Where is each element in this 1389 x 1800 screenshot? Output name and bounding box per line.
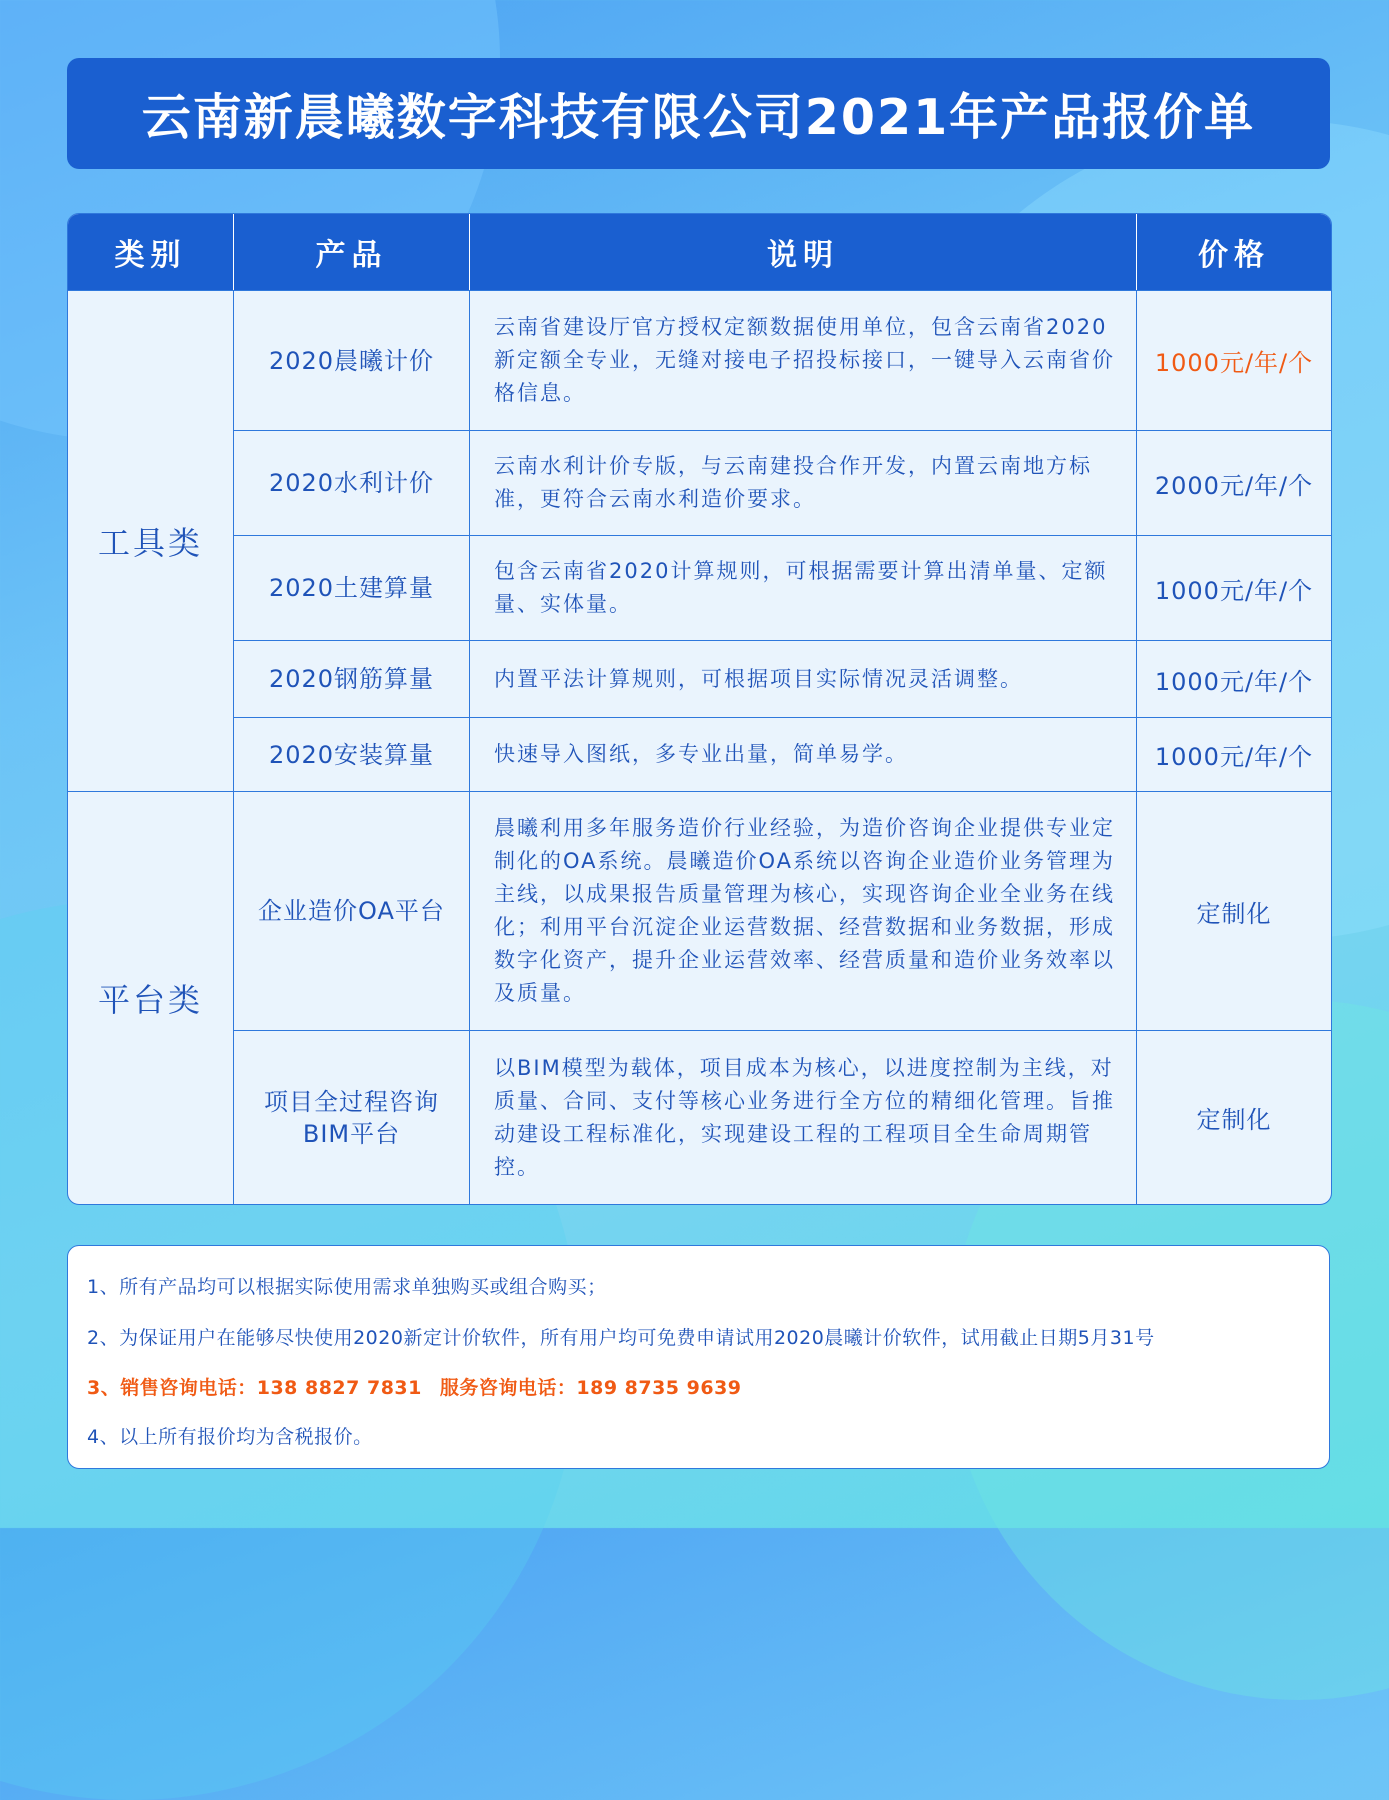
price-cell: 1000元/年/个 (1137, 717, 1331, 791)
sales-phone: 3、销售咨询电话：138 8827 7831 (87, 1377, 422, 1399)
price-cell: 2000元/年/个 (1137, 430, 1331, 535)
category-cell: 平台类 (68, 791, 234, 1204)
product-cell: 2020晨曦计价 (234, 290, 470, 430)
category-cell: 工具类 (68, 290, 234, 791)
description-cell: 以BIM模型为载体，项目成本为核心，以进度控制为主线，对质量、合同、支付等核心业务进行全方位的精细化管理。旨推动建设工程标准化，实现建设工程的工程项目全生命周期管控。 (470, 1030, 1137, 1204)
price-cell: 1000元/年/个 (1137, 535, 1331, 640)
description-cell: 云南省建设厅官方授权定额数据使用单位，包含云南省2020新定额全专业，无缝对接电子招投标接口，一键导入云南省价格信息。 (470, 290, 1137, 430)
table-row (68, 535, 1331, 640)
description-cell: 包含云南省2020计算规则，可根据需要计算出清单量、定额量、实体量。 (470, 535, 1137, 640)
header-product: 产品 (234, 214, 470, 290)
price-cell: 1000元/年/个 (1137, 290, 1331, 430)
product-cell: 2020安装算量 (234, 717, 470, 791)
note-item: 2、为保证用户在能够尽快使用2020新定计价软件，所有用户均可免费申请试用2020晨曦计价软件，试用截止日期5月31号 (87, 1327, 1155, 1349)
description-cell: 快速导入图纸，多专业出量，简单易学。 (470, 717, 1137, 791)
price-cell: 定制化 (1137, 791, 1331, 1030)
product-cell: 2020土建算量 (234, 535, 470, 640)
price-cell: 1000元/年/个 (1137, 640, 1331, 717)
table-row (68, 717, 1331, 791)
note-item: 4、以上所有报价均为含税报价。 (87, 1426, 373, 1448)
header-description: 说明 (470, 214, 1137, 290)
title-banner (67, 58, 1330, 169)
description-cell: 内置平法计算规则，可根据项目实际情况灵活调整。 (470, 640, 1137, 717)
table-row (68, 791, 1331, 1030)
description-cell: 云南水利计价专版，与云南建投合作开发，内置云南地方标准，更符合云南水利造价要求。 (470, 430, 1137, 535)
table-row (68, 430, 1331, 535)
price-cell: 定制化 (1137, 1030, 1331, 1204)
product-name-line: 项目全过程咨询 (264, 1087, 439, 1116)
product-cell: 企业造价OA平台 (234, 791, 470, 1030)
page-title: 云南新晨曦数字科技有限公司2021年产品报价单 (141, 88, 1256, 146)
header-price: 价格 (1137, 214, 1331, 290)
product-cell (234, 1030, 470, 1204)
notes-panel (67, 1245, 1330, 1469)
note-item: 1、所有产品均可以根据实际使用需求单独购买或组合购买； (87, 1276, 607, 1298)
table-row (68, 640, 1331, 717)
product-cell: 2020水利计价 (234, 430, 470, 535)
header-category: 类别 (68, 214, 234, 290)
price-table (67, 213, 1332, 1205)
product-cell: 2020钢筋算量 (234, 640, 470, 717)
table-row (68, 290, 1331, 430)
table-header-row (68, 214, 1331, 290)
service-phone: 服务咨询电话：189 8735 9639 (439, 1377, 742, 1399)
product-name-line: BIM平台 (302, 1119, 401, 1148)
description-cell: 晨曦利用多年服务造价行业经验，为造价咨询企业提供专业定制化的OA系统。晨曦造价OA系统以咨询企业造价业务管理为主线，以成果报告质量管理为核心，实现咨询企业全业务在线化；利用平台沉淀企业运营数据、经营数据和业务数据，形成数字化资产，提升企业运营效率、经营质量和造价业务效率以及质量。 (470, 791, 1137, 1030)
table-row (68, 1030, 1331, 1204)
contact-phone-note (87, 1373, 742, 1400)
